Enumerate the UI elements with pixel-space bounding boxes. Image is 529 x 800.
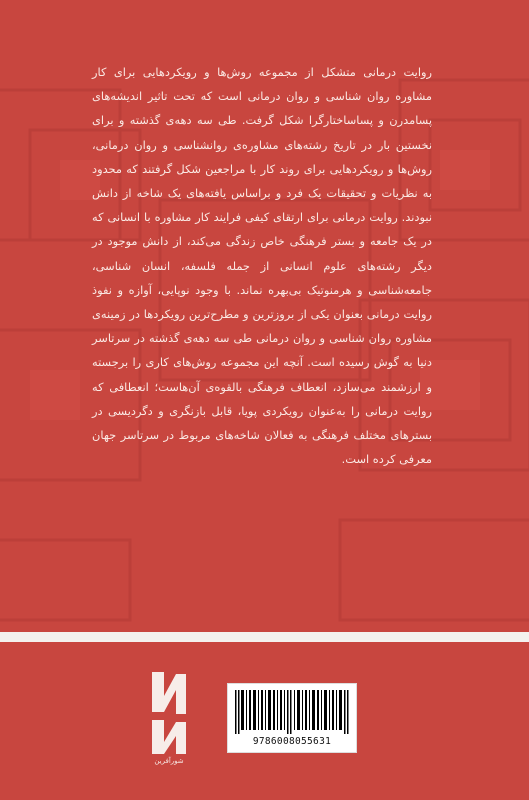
barcode <box>227 683 357 753</box>
publisher-name: شورآفرین <box>154 757 184 765</box>
publisher-logo-icon <box>146 668 192 768</box>
divider-band <box>0 632 529 642</box>
barcode-bars-icon <box>235 690 349 734</box>
back-cover-description: روایت درمانی متشکل از مجموعه روش‌ها و رویکردهایی برای کار مشاوره روان شناسی و روان درمانی است که تحت تاثیر اندیشه‌های پسامدرن و پساساختارگرا شکل گرفت. طی سه دهه‌ی گذشته و برای نخستین بار در تاریخ رشته‌های مشاوره‌ی روانشناسی و روان درمانی، روش‌ها و رویکردهایی برای روند کار با مراجعین شکل گرفتند که محدود به نظریات و تحقیقات یک فرد و براساس یافته‌های یک شاخه از دانش نبودند. روایت درمانی برای ارتقای کیفی فرایند کار مشاوره با انسانی که در یک جامعه و بستر فرهنگی خاص زندگی می‌کند، از دانش موجود در دیگر رشته‌های علوم انسانی از جمله فلسفه، انسان شناسی، جامعه‌شناسی و هرمنوتیک بی‌بهره نماند. با وجود نوپایی، آوازه و نفوذ روایت درمانی بعنوان یکی از بروزترین و مطرح‌ترین رویکردها در زمینه‌ی مشاوره روان شناسی و روان درمانی طی سه دهه‌ی گذشته در سرتاسر دنیا به گوش رسیده است. آنچه این مجموعه روش‌های کاری را برجسته و ارزشمند می‌سازد، انعطاف فرهنگی بالقوه‌ی آن‌هاست؛ انعطافی که روایت درمانی را به‌عنوان رویکردی پویا، قابل بازنگری و دگردیسی در بسترهای مختلف فرهنگی به فعالان شاخه‌های مربوط در سرتاسر جهان معرفی کرده است. <box>92 65 432 467</box>
isbn-number: 9786008055631 <box>252 736 332 747</box>
